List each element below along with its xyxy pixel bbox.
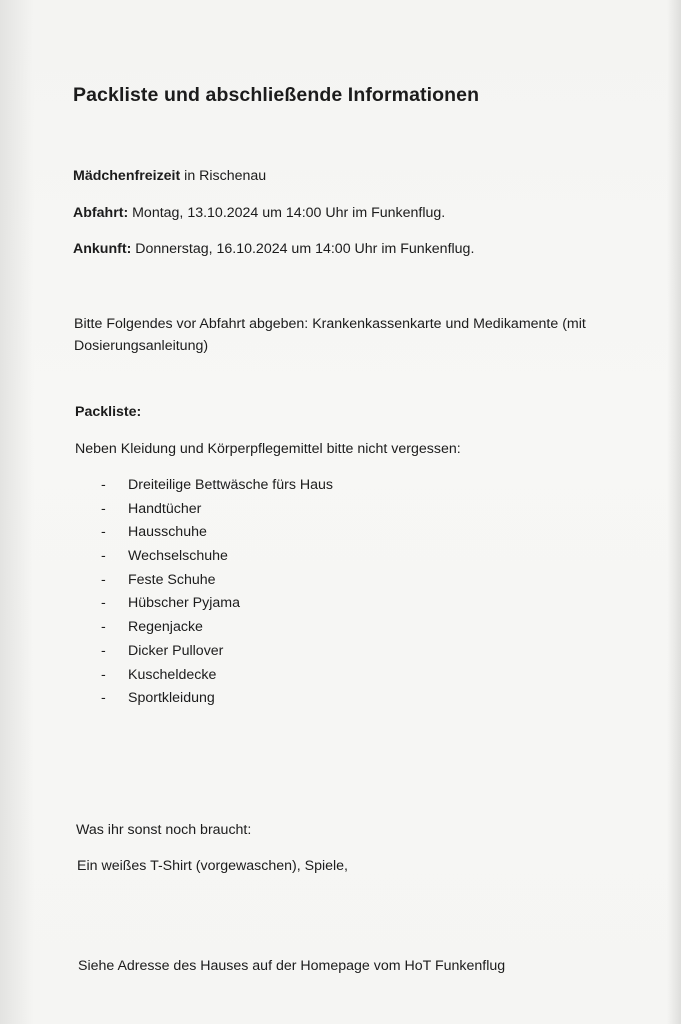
- list-item: [101, 500, 333, 524]
- list-item: [101, 547, 333, 571]
- list-item: [101, 689, 333, 713]
- footer-note: Siehe Adresse des Hauses auf der Homepage vom HoT Funkenflug: [78, 958, 506, 974]
- page-title: Packliste und abschließende Informationen: [73, 84, 480, 106]
- handover-note: Bitte Folgendes vor Abfahrt abgeben: Krankenkassenkarte und Medikamente (mit Dosierungsanleitung): [74, 316, 586, 354]
- event-location: in Rischenau: [180, 168, 267, 184]
- arrival-text: Donnerstag, 16.10.2024 um 14:00 Uhr im Funkenflug.: [131, 241, 475, 257]
- departure-text: Montag, 13.10.2024 um 14:00 Uhr im Funkenflug.: [128, 205, 446, 221]
- list-item-label: Sportkleidung: [128, 690, 215, 707]
- list-item-label: Wechselschuhe: [128, 548, 228, 565]
- list-item: [101, 618, 333, 642]
- arrival-line: [73, 241, 474, 257]
- bullet-dash: -: [101, 619, 106, 636]
- list-item-label: Kuscheldecke: [128, 666, 217, 683]
- list-item: [101, 666, 333, 690]
- list-item: [101, 476, 333, 500]
- list-item: [101, 571, 333, 595]
- arrival-label: Ankunft:: [73, 241, 132, 257]
- list-item-label: Handtücher: [128, 500, 202, 517]
- bullet-dash: -: [101, 690, 106, 707]
- bullet-dash: -: [101, 571, 106, 588]
- list-item-label: Hausschuhe: [128, 524, 207, 541]
- list-item: [101, 642, 333, 666]
- list-item: [101, 523, 333, 547]
- extras-heading: Was ihr sonst noch braucht:: [76, 822, 252, 838]
- packing-list: [101, 476, 333, 713]
- list-item: [101, 594, 333, 618]
- list-item-label: Regenjacke: [128, 619, 203, 636]
- list-item-label: Feste Schuhe: [128, 571, 216, 588]
- bullet-dash: -: [101, 500, 106, 517]
- list-item-label: Dicker Pullover: [128, 642, 224, 659]
- departure-label: Abfahrt:: [73, 205, 129, 221]
- departure-line: [73, 205, 445, 221]
- list-item-label: Hübscher Pyjama: [128, 595, 240, 612]
- event-line: [73, 168, 266, 184]
- bullet-dash: -: [101, 642, 106, 659]
- extras-text: Ein weißes T-Shirt (vorgewaschen), Spiele,: [77, 858, 348, 874]
- bullet-dash: -: [101, 595, 106, 612]
- bullet-dash: -: [101, 666, 106, 683]
- bullet-dash: -: [101, 477, 106, 493]
- packing-heading: Packliste:: [75, 404, 142, 420]
- packing-intro: Neben Kleidung und Körperpflegemittel bitte nicht vergessen:: [75, 441, 461, 457]
- event-name: Mädchenfreizeit: [73, 168, 181, 184]
- list-item-label: Dreiteilige Bettwäsche fürs Haus: [128, 477, 334, 493]
- bullet-dash: -: [101, 524, 106, 541]
- bullet-dash: -: [101, 548, 106, 565]
